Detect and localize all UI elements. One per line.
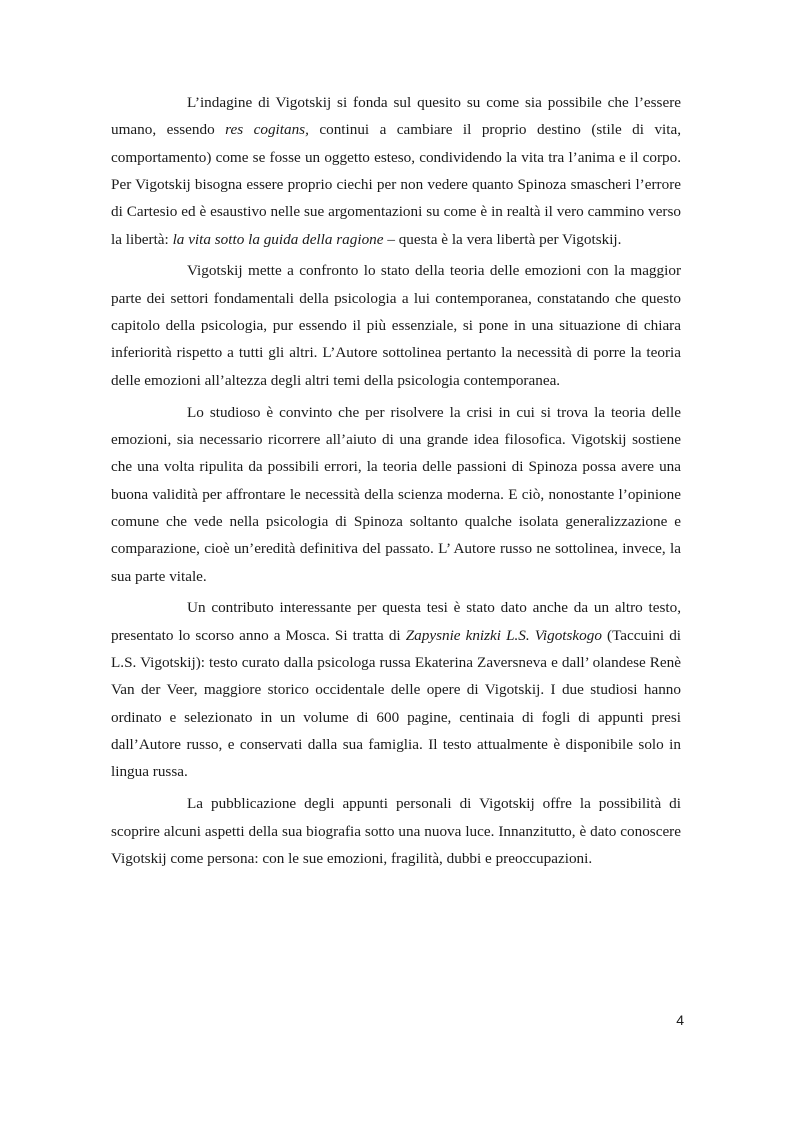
paragraph-text: Vigotskij mette a confronto lo stato della teoria delle emozioni con la maggior parte dei settori fondamentali della psicologia a lui contemporanea, constatando che questo capitolo della psicologia, pur essendo il più essenziale, si pone in una situazione di chiara inferiorità rispetto a tutti gli altri. L’Autore sottolinea pertanto la necessità di porre la teoria delle emozioni all’altezza degli altri temi della psicologia contemporanea.: [111, 262, 681, 389]
paragraph-2: [111, 257, 681, 394]
paragraph-text: L’indagine di Vigotskij si fonda sul quesito su come sia possibile che l’essere umano, essendo: [111, 94, 681, 139]
paragraph-4: [111, 594, 681, 785]
paragraph-text: (Taccuini di L.S. Vigotskij): testo curato dalla psicologa russa Ekaterina Zaversneva e dall’ olandese Renè Van der Veer, maggiore storico occidentale delle opere di Vigotskij. I due studiosi hanno ordinato e selezionato in un volume di 600 pagine, centinaia di fogli di appunti presi dall’Autore russo, e conservati dalla sua famiglia. Il testo attualmente è disponibile solo in lingua russa.: [111, 626, 682, 781]
italic-title: Zapysnie knizki L.S. Vigotskogo: [405, 626, 602, 644]
paragraph-text: – questa è la vera libertà per Vigotskij.: [383, 230, 622, 248]
italic-phrase: res cogitans,: [225, 121, 309, 139]
paragraph-text: continui a cambiare il proprio destino (stile di vita, comportamento) come se fosse un oggetto esteso, condividendo la vita tra l’anima e il corpo. Per Vigotskij bisogna essere proprio ciechi per non vedere quanto Spinoza smascheri l’errore di Cartesio ed è esaustivo nelle sue argomentazioni su come è in realtà il vero cammino verso la libertà:: [111, 121, 682, 248]
text-body: [111, 89, 681, 877]
paragraph-text: La pubblicazione degli appunti personali di Vigotskij offre la possibilità di scoprire alcuni aspetti della sua biografia sotto una nuova luce. Innanzitutto, è dato conoscere Vigotskij come persona: con le sue emozioni, fragilità, dubbi e preoccupazioni.: [111, 795, 681, 867]
paragraph-5: [111, 790, 681, 872]
paragraph-1: [111, 89, 681, 253]
paragraph-text: Lo studioso è convinto che per risolvere la crisi in cui si trova la teoria delle emozioni, sia necessario ricorrere all’aiuto di una grande idea filosofica. Vigotskij sostiene che una volta ripulita da possibili errori, la teoria delle passioni di Spinoza possa avere una buona validità per affrontare le necessità della scienza moderna. E ciò, nonostante l’opinione comune che vede nella psicologia di Spinoza soltanto qualche isolata generalizzazione e comparazione, cioè un’eredità definitiva del passato. L’ Autore russo ne sottolinea, invece, la sua parte vitale.: [111, 403, 681, 585]
paragraph-text: Un contributo interessante per questa tesi è stato dato anche da un altro testo, presentato lo scorso anno a Mosca. Si tratta di: [111, 599, 681, 644]
italic-phrase: la vita sotto la guida della ragione: [172, 230, 384, 248]
page-number: 4: [676, 1012, 684, 1028]
paragraph-3: [111, 399, 681, 590]
